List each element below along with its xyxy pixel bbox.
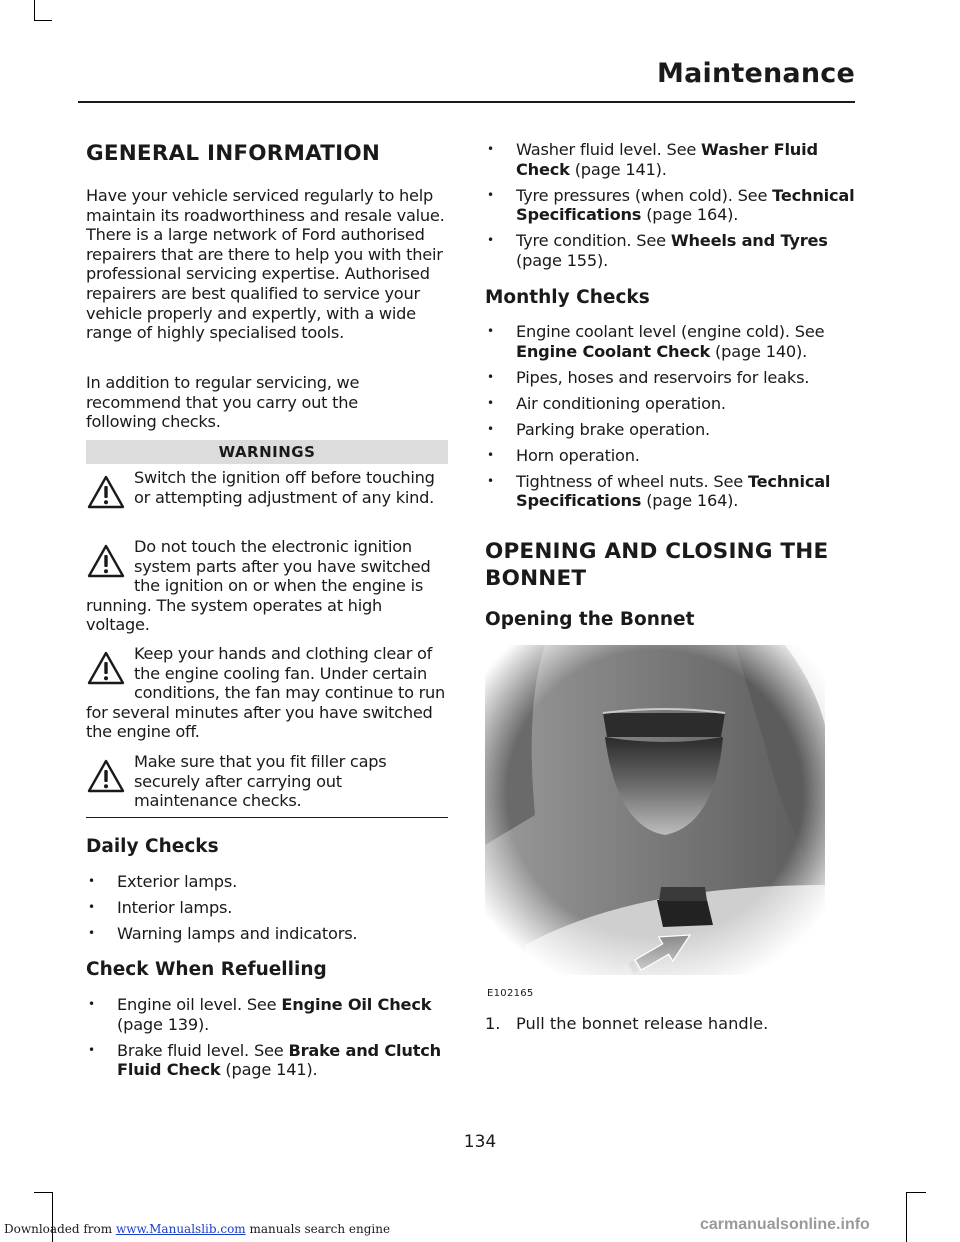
warnings-divider (86, 817, 448, 818)
page-reference: (page 164). (641, 491, 739, 511)
monthly-checks-list (485, 322, 855, 511)
warning-item (86, 537, 448, 635)
manualslib-link[interactable]: www.Manualslib.com (115, 1222, 246, 1236)
footer-suffix: manuals search engine (245, 1222, 391, 1236)
bonnet-release-illustration (485, 645, 825, 975)
item-text: Tightness of wheel nuts. See (516, 471, 748, 491)
list-item (485, 472, 855, 511)
list-item: • Warning lamps and indicators. (86, 924, 448, 944)
general-paragraph-1: Have your vehicle serviced regularly to help maintain its roadworthiness and resale value. There is a large network of Ford authorised repairers that are there to help you with their professional servicing expertise. Authorised repairers are best qualified to service your vehicle properly and expertly, with a wide range of highly specialised tools. (86, 186, 445, 343)
footer-prefix: Downloaded from (4, 1222, 116, 1236)
item-text: Parking brake operation. (516, 419, 710, 439)
warnings-title: WARNINGS (86, 440, 448, 464)
item-text: Engine oil level. See (117, 995, 282, 1014)
item-text: Air conditioning operation. (516, 393, 726, 413)
crop-mark (34, 0, 35, 20)
item-text: Pipes, hoses and reservoirs for leaks. (516, 367, 810, 387)
daily-checks-list (86, 872, 448, 944)
warning-text: Make sure that you fit filler caps securely after carrying out maintenance checks. (134, 752, 387, 811)
warning-triangle-icon (86, 758, 126, 794)
list-item (485, 140, 855, 179)
cross-reference: Washer Fluid Check (516, 140, 818, 179)
item-text: Washer fluid level. See (516, 140, 702, 159)
warning-triangle-icon (86, 543, 126, 579)
item-text: Tyre pressures (when cold). See (516, 185, 773, 205)
warning-item (86, 468, 448, 510)
refuelling-list (86, 995, 452, 1080)
item-text: Engine coolant level (engine cold). See (516, 322, 825, 341)
cross-reference: Wheels and Tyres (670, 231, 828, 251)
step-1 (485, 1014, 768, 1034)
bonnet-heading-line-2: BONNET (485, 566, 587, 591)
monthly-checks-heading: Monthly Checks (485, 287, 650, 308)
step-text: Pull the bonnet release handle. (516, 1014, 769, 1033)
cross-reference: Technical Specifications (516, 185, 855, 225)
item-text: Tyre condition. See (516, 231, 671, 251)
figure-code: E102165 (487, 988, 534, 999)
page-reference: (page 155). (516, 250, 609, 270)
step-number: 1. (485, 1014, 501, 1033)
list-item (485, 186, 855, 225)
general-information-heading: GENERAL INFORMATION (86, 141, 381, 166)
list-item (485, 446, 855, 466)
list-item (485, 322, 855, 361)
warning-text: Keep your hands and clothing clear of the engine cooling fan. Under certain conditions, the fan may continue to run for several minutes after you have switched the engine off. (86, 644, 446, 742)
opening-bonnet-heading: Opening the Bonnet (485, 609, 695, 630)
crop-mark (34, 1192, 52, 1193)
page-reference: (page 164). (641, 205, 739, 225)
page-title: Maintenance (657, 58, 855, 89)
watermark: carmanualsonline.info (700, 1216, 870, 1233)
cross-reference: Brake and Clutch Fluid Check (117, 1040, 441, 1080)
crop-mark (906, 1192, 907, 1242)
warning-text: Do not touch the electronic ignition system parts after you have switched the ignition on or when the engine is running. The system operates at high voltage. (86, 537, 431, 635)
general-paragraph-2: In addition to regular servicing, we recommend that you carry out the following checks. (86, 373, 360, 432)
list-item (485, 368, 855, 388)
page-reference: (page 141). (220, 1060, 318, 1080)
item-text: Horn operation. (516, 445, 640, 465)
cross-reference: Engine Coolant Check (516, 341, 711, 361)
list-item: • Interior lamps. (86, 898, 448, 918)
page-reference: (page 141). (569, 159, 667, 179)
daily-checks-heading: Daily Checks (86, 836, 219, 857)
list-item: • Exterior lamps. (86, 872, 448, 892)
crop-mark (906, 1192, 926, 1193)
bonnet-heading-line-1: OPENING AND CLOSING THE (485, 539, 829, 564)
warning-text: Switch the ignition off before touching or attempting adjustment of any kind. (134, 468, 435, 507)
list-item (485, 420, 855, 440)
warning-item (86, 752, 448, 811)
refuelling-heading: Check When Refuelling (86, 959, 327, 980)
list-item (485, 231, 855, 270)
warning-triangle-icon (86, 650, 126, 686)
page-number: 134 (463, 1132, 497, 1152)
page-reference: (page 139). (117, 1014, 210, 1034)
cross-reference: Engine Oil Check (281, 995, 432, 1014)
warning-item (86, 644, 448, 742)
cross-reference: Technical Specifications (516, 471, 831, 511)
crop-mark (34, 20, 52, 21)
download-footer (4, 1222, 390, 1236)
list-item (485, 394, 855, 414)
page-reference: (page 140). (710, 341, 808, 361)
header-divider (78, 101, 855, 103)
list-item (86, 1041, 452, 1080)
warning-triangle-icon (86, 474, 126, 510)
refuelling-list-continued (485, 140, 855, 270)
item-text: Brake fluid level. See (117, 1040, 289, 1060)
list-item (86, 995, 452, 1034)
